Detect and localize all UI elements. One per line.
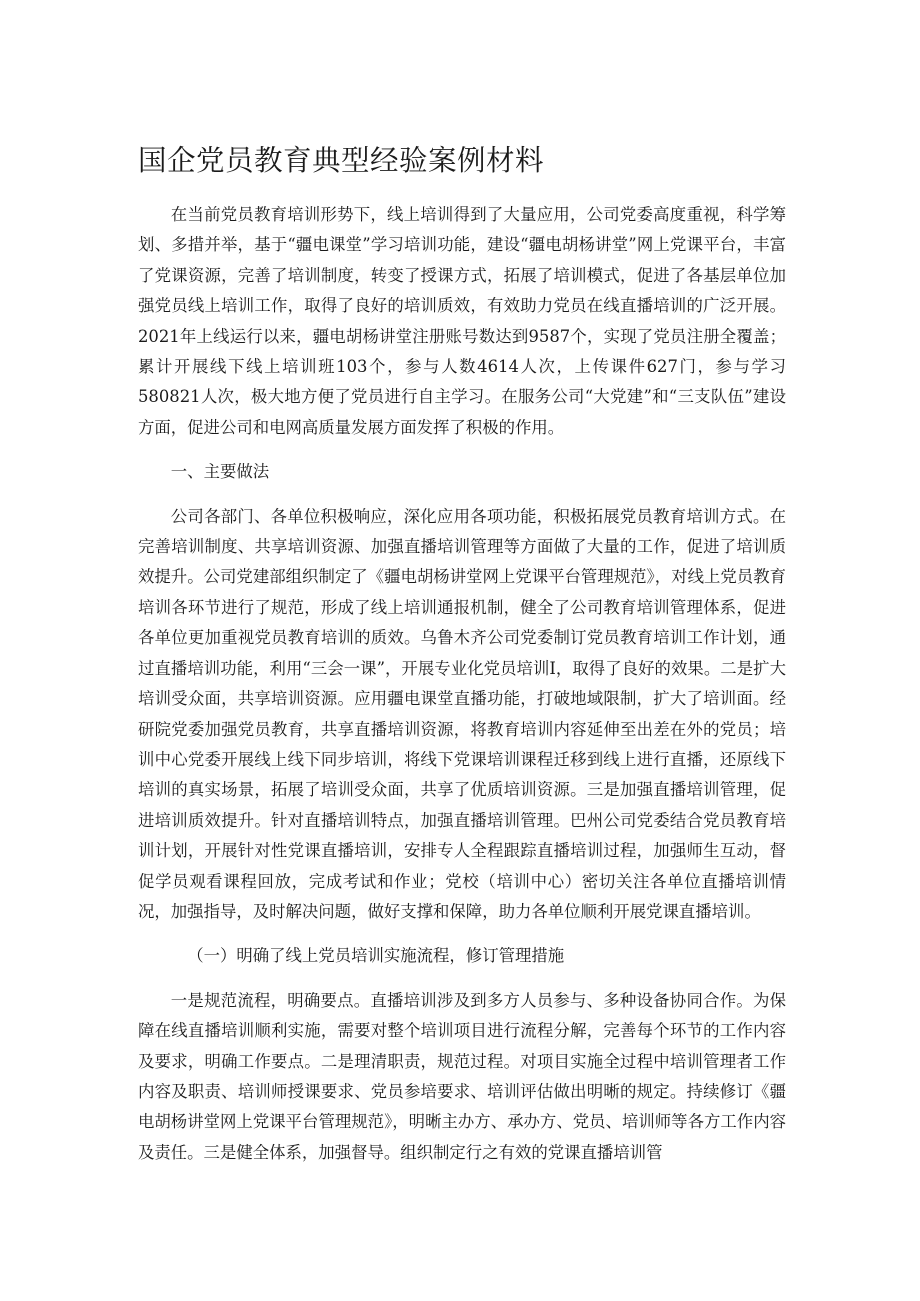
- subsection-heading-1: （一）明确了线上党员培训实施流程，修订管理措施: [187, 946, 565, 966]
- body-paragraph-process: 一是规范流程，明确要点。直播培训涉及到多方人员参与、多种设备协同合作。为保障在线直播培训顺利实施，需要对整个培训项目进行流程分解，完善每个环节的工作内容及要求，明确工作要点。二是理清职责，规范过程。对项目实施全过程中培训管理者工作内容及职责、培训师授课要求、党员参培要求、培训评估做出明晰的规定。持续修订《疆电胡杨讲堂网上党课平台管理规范》，明晰主办方、承办方、党员、培训师等各方工作内容及责任。三是健全体系，加强督导。组织制定行之有效的党课直播培训管: [138, 990, 786, 1162]
- document-title: 国企党员教育典型经验案例材料: [138, 144, 545, 177]
- body-paragraph-practices: 公司各部门、各单位积极响应，深化应用各项功能，积极拓展党员教育培训方式。在完善培训制度、共享培训资源、加强直播培训管理等方面做了大量的工作，促进了培训质效提升。公司党建部组织制定了《疆电胡杨讲堂网上党课平台管理规范》，对线上党员教育培训各环节进行了规范，形成了线上培训通报机制，健全了公司教育培训管理体系，促进各单位更加重视党员教育培训的质效。乌鲁木齐公司党委制订党员教育培训工作计划，通过直播培训功能，利用“三会一课”，开展专业化党员培训Ⅰ，取得了良好的效果。二是扩大培训受众面，共享培训资源。应用疆电课堂直播功能，打破地域限制，扩大了培训面。经研院党委加强党员教育，共享直播培训资源，将教育培训内容延伸至出差在外的党员；培训中心党委开展线上线下同步培训，将线下党课培训课程迁移到线上进行直播，还原线下培训的真实场景，拓展了培训受众面，共享了优质培训资源。三是加强直播培训管理，促进培训质效提升。针对直播培训特点，加强直播培训管理。巴州公司党委结合党员教育培训计划，开展针对性党课直播培训，安排专人全程跟踪直播培训过程，加强师生互动，督促学员观看课程回放，完成考试和作业；党校（培训中心）密切关注各单位直播培训情况，加强指导，及时解决问题，做好支撑和保障，助力各单位顺利开展党课直播培训。: [138, 506, 786, 921]
- intro-paragraph: 在当前党员教育培训形势下，线上培训得到了大量应用，公司党委高度重视，科学筹划、多措并举，基于“疆电课堂”学习培训功能，建设“疆电胡杨讲堂”网上党课平台，丰富了党课资源，完善了培训制度，转变了授课方式，拓展了培训模式，促进了各基层单位加强党员线上培训工作，取得了良好的培训质效，有效助力党员在线直播培训的广泛开展。2021年上线运行以来，疆电胡杨讲堂注册账号数达到9587个，实现了党员注册全覆盖；累计开展线下线上培训班103个，参与人数4614人次，上传课件627门，参与学习580821人次，极大地方便了党员进行自主学习。在服务公司“大党建”和“三支队伍”建设方面，促进公司和电网高质量发展方面发挥了积极的作用。: [138, 205, 786, 437]
- section-heading-main-practices: 一、主要做法: [170, 462, 270, 482]
- document-body: [138, 140, 786, 1182]
